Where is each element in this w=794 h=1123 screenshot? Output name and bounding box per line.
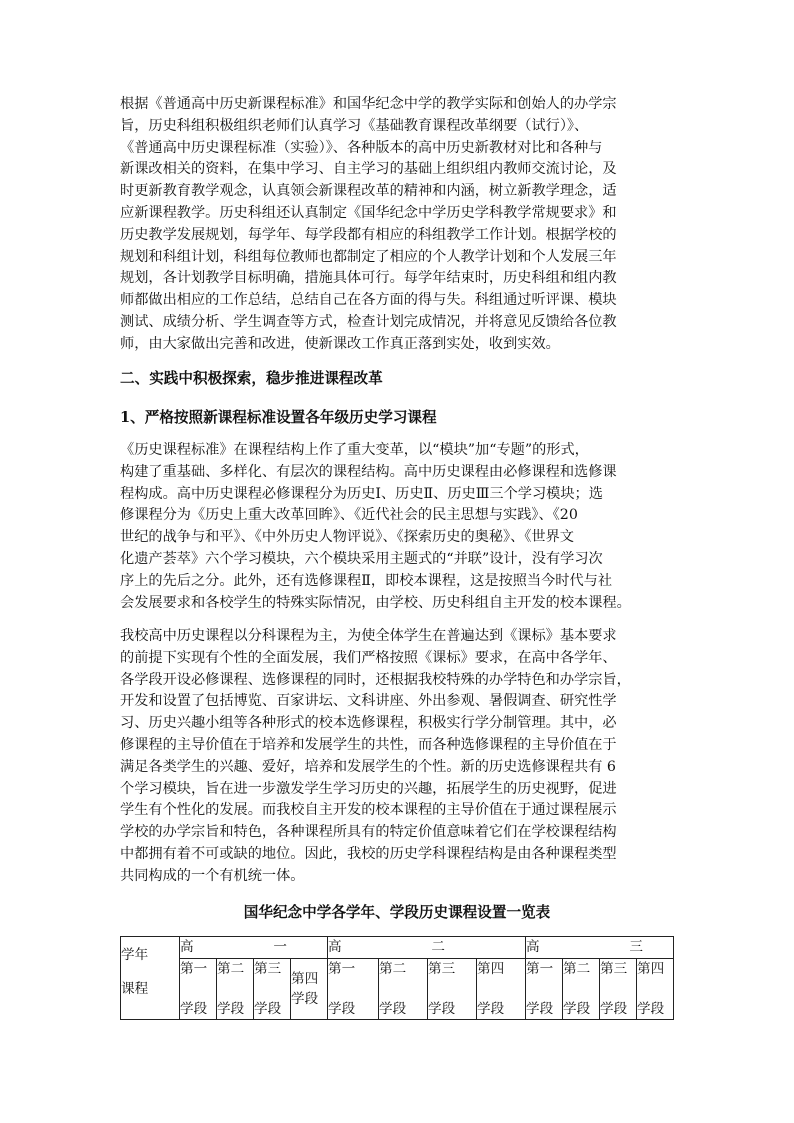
text-line: 历史教学发展规划，每学年、每学段都有相应的科组教学工作计划。根据学校的 [120,226,617,243]
term-label: 第一 [328,961,356,977]
table-header-row [121,937,674,959]
year-cell-2 [328,937,526,959]
text-line: 修课程的主导价值在于培养和发展学生的共性，而各种选修课程的主导价值在于 [120,736,617,753]
term-cell [217,959,254,1020]
corner-cell [121,937,180,1020]
term-cell [563,959,600,1020]
term-label: 第一 [526,961,554,977]
term-suffix: 学段 [477,1001,505,1017]
term-label: 第四 [637,961,665,977]
text-line: 学校的办学宗旨和特色，各种课程所具有的特定价值意味着它们在学校课程结构 [120,824,617,841]
year-label-left: 高 [526,939,540,955]
year-label-right: 二 [431,939,445,955]
course-schedule-table [120,936,674,1020]
term-suffix: 学段 [217,1001,245,1017]
term-cell [600,959,637,1020]
table-title: 国华纪念中学各学年、学段历史课程设置一览表 [243,904,551,921]
year-label-right: 三 [629,939,643,955]
text-line: 程构成。高中历史课程必修课程分为历史Ⅰ、历史Ⅱ、历史Ⅲ三个学习模块；选 [120,485,603,502]
intro-paragraph [120,94,680,356]
text-line: 学生有个性化的发展。而我校自主开发的校本课程的主导价值在于通过课程展示 [120,802,617,819]
term-suffix: 学段 [379,1001,407,1017]
text-line: 测试、成绩分析、学生调查等方式，检查计划完成情况，并将意见反馈给各位教 [120,313,617,330]
text-line: 规划，各计划教学目标明确，措施具体可行。每学年结束时，历史科组和组内教 [120,270,617,287]
term-row [121,959,674,1020]
term-label: 第二 [217,961,245,977]
term-suffix: 学段 [637,1001,665,1017]
term-suffix: 学段 [563,1001,591,1017]
text-line: 构建了重基础、多样化、有层次的课程结构。高中历史课程由必修课程和选修课 [120,463,617,480]
text-line: 会发展要求和各校学生的特殊实际情况，由学校、历史科组自主开发的校本课程。 [120,594,631,611]
text-line: 序上的先后之分。此外，还有选修课程Ⅱ，即校本课程，这是按照当今时代与社 [120,572,613,589]
text-line: 师都做出相应的工作总结，总结自己在各方面的得与失。科组通过听评课、模块 [120,292,617,309]
text-line: 各学段开设必修课程、选修课程的同时，还根据我校特殊的办学特色和办学宗旨， [120,671,631,688]
term-cell [526,959,563,1020]
term-cell [428,959,477,1020]
text-line: 开发和设置了包括博览、百家讲坛、文科讲座、外出参观、暑假调查、研究性学 [120,693,617,710]
year-cell-3 [526,937,674,959]
year-label-left: 高 [328,939,342,955]
text-line: 共同构成的一个有机统一体。 [120,867,305,884]
term-label: 第一 [180,961,208,977]
term-cell [254,959,291,1020]
term-label: 第三 [428,961,456,977]
text-line: 《历史课程标准》在课程结构上作了重大变革，以“模块”加“专题”的形式， [120,442,589,458]
term-cell [291,959,328,1020]
term-suffix: 学段 [254,1001,282,1017]
text-line: 化遗产荟萃》六个学习模块，六个模块采用主题式的“并联”设计，没有学习次 [120,550,603,567]
year-cell-1 [180,937,328,959]
term-suffix: 学段 [600,1001,628,1017]
year-label-right: 一 [273,939,287,955]
term-suffix: 学段 [328,1001,356,1017]
term-cell [477,959,526,1020]
term-label: 第二 [563,961,591,977]
term-suffix: 学段 [428,1001,456,1017]
term-label: 第四 [291,971,319,987]
year-label-left: 高 [180,939,194,955]
term-cell [379,959,428,1020]
term-label: 第四 [477,961,505,977]
term-label: 第二 [379,961,407,977]
curriculum-paragraph [120,440,680,614]
subsection-heading: 1、严格按照新课程标准设置各年级历史学习课程 [120,409,437,426]
text-line: 的前提下实现有个性的全面发展，我们严格按照《课标》要求，在高中各学年、 [120,649,617,666]
term-suffix: 学段 [291,991,319,1007]
term-suffix: 学段 [180,1001,208,1017]
text-line: 时更新教育教学观念，认真领会新课程改革的精神和内涵，树立新教学理念，适 [120,183,617,200]
school-paragraph [120,626,680,888]
term-cell [328,959,379,1020]
text-line: 师，由大家做出完善和改进，使新课改工作真正落到实处，收到实效。 [120,335,560,352]
text-line: 满足各类学生的兴趣、爱好，培养和发展学生的个性。新的历史选修课程共有 6 [120,758,616,775]
term-cell [637,959,674,1020]
text-line: 新课改相关的资料，在集中学习、自主学习的基础上组织组内教师交流讨论，及 [120,161,617,178]
text-line: 《普通高中历史课程标准（实验）》、各种版本的高中历史新教材对比和各种与 [120,139,603,156]
text-line: 修课程分为《历史上重大改革回眸》、《近代社会的民主思想与实践》、《20 [120,507,578,524]
text-line: 中都拥有着不可或缺的地位。因此，我校的历史学科课程结构是由各种课程类型 [120,845,617,862]
text-line: 根据《普通高中历史新课程标准》和国华纪念中学的教学实际和创始人的办学宗 [120,96,617,112]
text-line: 世纪的战争与和平》、《中外历史人物评说》、《探索历史的奥秘》、《世界文 [120,529,574,546]
term-suffix: 学段 [526,1001,554,1017]
term-label: 第三 [254,961,282,977]
text-line: 旨，历史科组积极组织老师们认真学习《基础教育课程改革纲要（试行）》、 [120,117,589,134]
text-line: 我校高中历史课程以分科课程为主，为使全体学生在普遍达到《课标》基本要求 [120,628,617,644]
text-line: 规划和科组计划，科组每位教师也都制定了相应的个人教学计划和个人发展三年 [120,248,617,265]
term-label: 第三 [600,961,628,977]
section-heading: 二、实践中积极探索，稳步推进课程改革 [120,370,383,387]
term-cell [180,959,217,1020]
corner-label-course: 课程 [121,981,149,997]
text-line: 个学习模块，旨在进一步激发学生学习历史的兴趣，拓展学生的历史视野，促进 [120,780,617,797]
text-line: 应新课程教学。历史科组还认真制定《国华纪念中学历史学科教学常规要求》和 [120,204,617,221]
corner-label-year: 学年 [121,947,149,963]
text-line: 习、历史兴趣小组等各种形式的校本选修课程，积极实行学分制管理。其中，必 [120,715,617,732]
